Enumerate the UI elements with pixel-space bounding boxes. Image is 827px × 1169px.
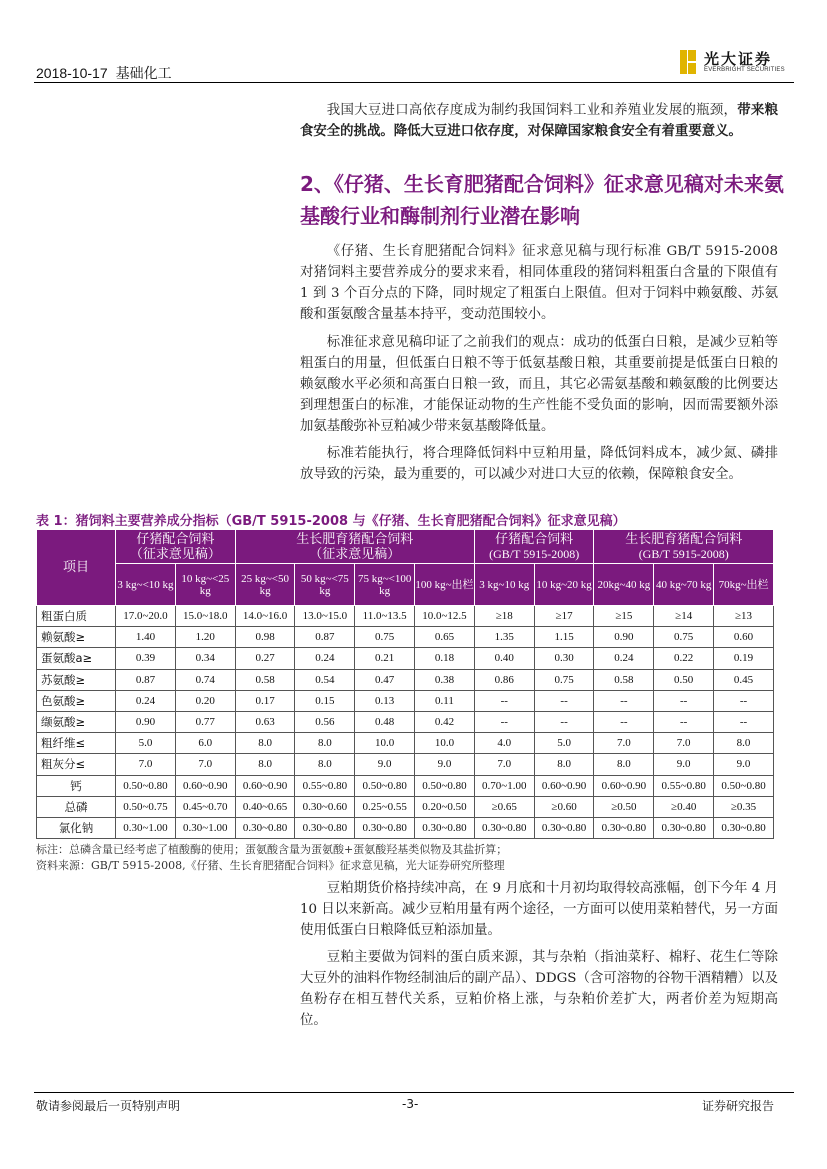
table-cell: 0.30~1.00	[116, 817, 176, 838]
footer-disclaimer: 敬请参阅最后一页特别声明	[36, 1099, 181, 1113]
table-cell: 0.47	[355, 669, 415, 690]
table-cell: ≥0.60	[534, 796, 594, 817]
row-label: 缬氨酸≥	[37, 711, 116, 732]
table-cell: 1.20	[175, 627, 235, 648]
row-label: 钙	[37, 775, 116, 796]
table-cell: ≥0.50	[594, 796, 654, 817]
table-cell: 0.55~0.80	[654, 775, 714, 796]
body-paragraph-3: 标准若能执行，将合理降低饲料中豆粕用量，降低饲料成本，减少氮、磷排放导致的污染，最为重要的，可以减少对进口大豆的依赖，保障粮食安全。	[300, 446, 778, 482]
table-cell: 0.24	[594, 648, 654, 669]
table-cell: 0.56	[295, 711, 355, 732]
table-cell: 0.13	[355, 690, 415, 711]
report-date: 2018-10-17	[36, 65, 108, 81]
column-header: 3 kg~<10 kg	[116, 564, 176, 606]
table-cell: 0.30~0.80	[654, 817, 714, 838]
logo-mark-icon	[680, 50, 696, 74]
table-cell: 0.86	[474, 669, 534, 690]
column-header: 75 kg~<100 kg	[355, 564, 415, 606]
table-cell: 17.0~20.0	[116, 606, 176, 627]
table-cell: 0.50~0.75	[116, 796, 176, 817]
table-cell: 0.50~0.80	[714, 775, 774, 796]
table-cell: 6.0	[175, 733, 235, 754]
table-cell: --	[654, 711, 714, 732]
table-cell: 0.30~0.80	[474, 817, 534, 838]
table-row	[37, 606, 774, 627]
table-cell: 0.87	[116, 669, 176, 690]
table-cell: 0.27	[235, 648, 295, 669]
table-cell: 8.0	[534, 754, 594, 775]
table-row	[37, 627, 774, 648]
table-cell: 0.30~0.80	[714, 817, 774, 838]
table-cell: 8.0	[235, 754, 295, 775]
column-header: 50 kg~<75 kg	[295, 564, 355, 606]
table-cell: 0.30~0.60	[295, 796, 355, 817]
footer-divider	[34, 1092, 794, 1093]
group-header: 仔猪配合饲料 (GB/T 5915-2008)	[474, 530, 594, 564]
table-cell: 1.35	[474, 627, 534, 648]
body-paragraph-5: 豆粕主要做为饲料的蛋白质来源，其与杂粕（指油菜籽、棉籽、花生仁等除大豆外的油料作物经制油后的副产品）、DDGS（含可溶物的谷物干酒精糟）以及鱼粉存在相互替代关系，豆粕价格上涨，与杂粕价差扩大，两者价差为短期高位。	[300, 950, 778, 1028]
table-cell: 0.50~0.80	[415, 775, 475, 796]
table-cell: 10.0~12.5	[415, 606, 475, 627]
body-paragraph-4: 豆粕期货价格持续冲高，在 9 月底和十月初均取得较高涨幅，创下今年 4 月 10 日以来新高。减少豆粕用量有两个途径，一方面可以使用菜粕替代，另一方面使用低蛋白日粮降低豆粕添加量。	[300, 881, 778, 938]
table-cell: 0.20	[175, 690, 235, 711]
table-cell: 0.60~0.90	[175, 775, 235, 796]
table-cell: 0.75	[654, 627, 714, 648]
table-cell: 8.0	[295, 754, 355, 775]
table-cell: 0.70~1.00	[474, 775, 534, 796]
table-cell: 0.87	[295, 627, 355, 648]
table-cell: 0.15	[295, 690, 355, 711]
group-header: 生长肥育猪配合饲料 （征求意见稿）	[235, 530, 474, 564]
table-cell: 11.0~13.5	[355, 606, 415, 627]
table-cell: ≥15	[594, 606, 654, 627]
group-header: 仔猪配合饲料 （征求意见稿）	[116, 530, 236, 564]
column-header: 10 kg~20 kg	[534, 564, 594, 606]
table-cell: ≥18	[474, 606, 534, 627]
table-cell: 8.0	[295, 733, 355, 754]
table-row	[37, 648, 774, 669]
table-cell: 0.38	[415, 669, 475, 690]
table-cell: 0.34	[175, 648, 235, 669]
table-cell: ≥13	[714, 606, 774, 627]
table-cell: 0.90	[116, 711, 176, 732]
table-row	[37, 796, 774, 817]
header-divider	[34, 82, 794, 83]
table-cell: 9.0	[355, 754, 415, 775]
table-row	[37, 817, 774, 838]
intro-text: 我国大豆进口高依存度成为制约我国饲料工业和养殖业发展的瓶颈，	[326, 103, 738, 118]
column-header: 100 kg~出栏	[415, 564, 475, 606]
table-cell: 8.0	[594, 754, 654, 775]
table-cell: 0.30	[534, 648, 594, 669]
section-title: 2、《仔猪、生长育肥猪配合饲料》征求意见稿对未来氨基酸行业和酶制剂行业潜在影响	[300, 172, 784, 228]
table-cell: 0.60~0.90	[534, 775, 594, 796]
table-cell: 0.11	[415, 690, 475, 711]
table-cell: 7.0	[594, 733, 654, 754]
table-cell: 7.0	[116, 754, 176, 775]
table-cell: 0.48	[355, 711, 415, 732]
row-label: 氯化钠	[37, 817, 116, 838]
row-label: 粗蛋白质	[37, 606, 116, 627]
table-cell: 10.0	[355, 733, 415, 754]
table-cell: 0.54	[295, 669, 355, 690]
table-cell: 0.30~0.80	[594, 817, 654, 838]
table-cell: --	[534, 711, 594, 732]
table-cell: 0.22	[654, 648, 714, 669]
table-cell: 0.50	[654, 669, 714, 690]
nutrition-table	[36, 529, 774, 839]
table-cell: 4.0	[474, 733, 534, 754]
table-cell: 0.24	[116, 690, 176, 711]
table-source: 资料来源：GB/T 5915-2008,《仔猪、生长育肥猪配合饲料》征求意见稿，光大证券研究所整理	[36, 859, 505, 872]
table-cell: 0.30~0.80	[534, 817, 594, 838]
table-cell: 8.0	[235, 733, 295, 754]
table-cell: 0.19	[714, 648, 774, 669]
row-label: 赖氨酸≥	[37, 627, 116, 648]
table-cell: 0.60	[714, 627, 774, 648]
table-cell: 7.0	[474, 754, 534, 775]
table-row	[37, 711, 774, 732]
table-cell: 7.0	[654, 733, 714, 754]
table-cell: 0.90	[594, 627, 654, 648]
table-cell: 0.21	[355, 648, 415, 669]
table-row	[37, 754, 774, 775]
table-cell: 0.63	[235, 711, 295, 732]
row-label: 粗灰分≤	[37, 754, 116, 775]
table-cell: 0.30~1.00	[175, 817, 235, 838]
row-label: 粗纤维≤	[37, 733, 116, 754]
table-caption: 表 1：猪饲料主要营养成分指标（GB/T 5915-2008 与《仔猪、生长育肥猪配合饲料》征求意见稿）	[36, 514, 626, 529]
row-label: 总磷	[37, 796, 116, 817]
report-category: 基础化工	[115, 65, 172, 81]
table-cell: 0.58	[594, 669, 654, 690]
table-cell: 0.20~0.50	[415, 796, 475, 817]
table-cell: 13.0~15.0	[295, 606, 355, 627]
row-label: 蛋氨酸a≥	[37, 648, 116, 669]
table-cell: --	[474, 711, 534, 732]
table-cell: 0.77	[175, 711, 235, 732]
group-header: 生长肥育猪配合饲料 (GB/T 5915-2008)	[594, 530, 774, 564]
table-cell: 0.60~0.90	[594, 775, 654, 796]
table-cell: --	[714, 690, 774, 711]
table-cell: 0.45~0.70	[175, 796, 235, 817]
table-cell: 9.0	[654, 754, 714, 775]
table-cell: 0.18	[415, 648, 475, 669]
table-cell: 0.50~0.80	[116, 775, 176, 796]
table-cell: --	[594, 690, 654, 711]
table-cell: 5.0	[534, 733, 594, 754]
body-paragraph-1: 《仔猪、生长育肥猪配合饲料》征求意见稿与现行标准 GB/T 5915-2008 对猪饲料主要营养成分的要求来看，相同体重段的猪饲料粗蛋白含量的下限值有 1 到 3 个百分点的下降，同时规定了粗蛋白上限值。但对于饲料中赖氨酸、苏氨酸和蛋氨酸含量基本持平，变动范围较小。	[300, 244, 778, 322]
table-cell: 0.55~0.80	[295, 775, 355, 796]
table-cell: 14.0~16.0	[235, 606, 295, 627]
table-cell: ≥17	[534, 606, 594, 627]
table-cell: 0.42	[415, 711, 475, 732]
table-row	[37, 690, 774, 711]
footer-report-type: 证券研究报告	[702, 1099, 775, 1113]
report-header	[36, 63, 172, 83]
body-paragraph-2: 标准征求意见稿印证了之前我们的观点：成功的低蛋白日粮，是减少豆粕等粗蛋白的用量，但低蛋白日粮不等于低氨基酸日粮，其重要前提是低蛋白日粮的赖氨酸水平必须和高蛋白日粮一致，而且，其它必需氨基酸和赖氨酸的比例要达到理想蛋白的标准，才能保证动物的生产性能不受负面的影响，因而需要额外添加氨基酸弥补豆粕减少带来氨基酸降低量。	[300, 335, 778, 434]
table-cell: 8.0	[714, 733, 774, 754]
item-header: 项目	[37, 530, 116, 606]
table-cell: 0.75	[534, 669, 594, 690]
table-cell: 0.25~0.55	[355, 796, 415, 817]
table-cell: 0.45	[714, 669, 774, 690]
table-cell: 1.15	[534, 627, 594, 648]
table-row	[37, 669, 774, 690]
table-cell: 0.40	[474, 648, 534, 669]
table-cell: 5.0	[116, 733, 176, 754]
table-cell: 1.40	[116, 627, 176, 648]
table-cell: 0.75	[355, 627, 415, 648]
table-cell: 0.24	[295, 648, 355, 669]
table-cell: --	[534, 690, 594, 711]
column-header: 70kg~出栏	[714, 564, 774, 606]
table-cell: 15.0~18.0	[175, 606, 235, 627]
table-cell: 0.17	[235, 690, 295, 711]
table-cell: 0.74	[175, 669, 235, 690]
column-header: 20kg~40 kg	[594, 564, 654, 606]
table-row	[37, 733, 774, 754]
table-cell: 7.0	[175, 754, 235, 775]
row-label: 苏氨酸≥	[37, 669, 116, 690]
company-logo	[680, 48, 800, 78]
table-cell: 0.39	[116, 648, 176, 669]
column-header: 25 kg~<50 kg	[235, 564, 295, 606]
intro-paragraph	[300, 100, 778, 142]
table-cell: 0.30~0.80	[235, 817, 295, 838]
table-cell: 0.30~0.80	[355, 817, 415, 838]
table-cell: 9.0	[714, 754, 774, 775]
column-header: 3 kg~10 kg	[474, 564, 534, 606]
table-cell: --	[714, 711, 774, 732]
table-cell: 0.50~0.80	[355, 775, 415, 796]
intro-bold-text: 带来粮食安全的挑战。降低大豆进口依存度，对保障国家粮食安全有着重要意义。	[300, 102, 779, 139]
row-label: 色氨酸≥	[37, 690, 116, 711]
table-cell: 9.0	[415, 754, 475, 775]
table-cell: 0.30~0.80	[295, 817, 355, 838]
column-header: 40 kg~70 kg	[654, 564, 714, 606]
table-cell: 0.65	[415, 627, 475, 648]
table-cell: 0.30~0.80	[415, 817, 475, 838]
logo-cn-text: 光大证券	[704, 50, 773, 68]
logo-en-text: EVERBRIGHT SECURITIES	[704, 67, 785, 73]
table-cell: ≥14	[654, 606, 714, 627]
table-cell: ≥0.40	[654, 796, 714, 817]
table-cell: 0.60~0.90	[235, 775, 295, 796]
table-cell: --	[654, 690, 714, 711]
table-cell: --	[594, 711, 654, 732]
column-header: 10 kg~<25 kg	[175, 564, 235, 606]
table-cell: 10.0	[415, 733, 475, 754]
table-cell: 0.40~0.65	[235, 796, 295, 817]
table-cell: 0.58	[235, 669, 295, 690]
table-cell: ≥0.35	[714, 796, 774, 817]
table-row	[37, 775, 774, 796]
table-note: 标注：总磷含量已经考虑了植酸酶的使用；蛋氨酸含量为蛋氨酸+蛋氨酸羟基类似物及其盐折算；	[36, 843, 508, 856]
table-body	[37, 606, 774, 839]
table-cell: 0.98	[235, 627, 295, 648]
table-cell: --	[474, 690, 534, 711]
page-number: -3-	[402, 1097, 419, 1111]
table-cell: ≥0.65	[474, 796, 534, 817]
